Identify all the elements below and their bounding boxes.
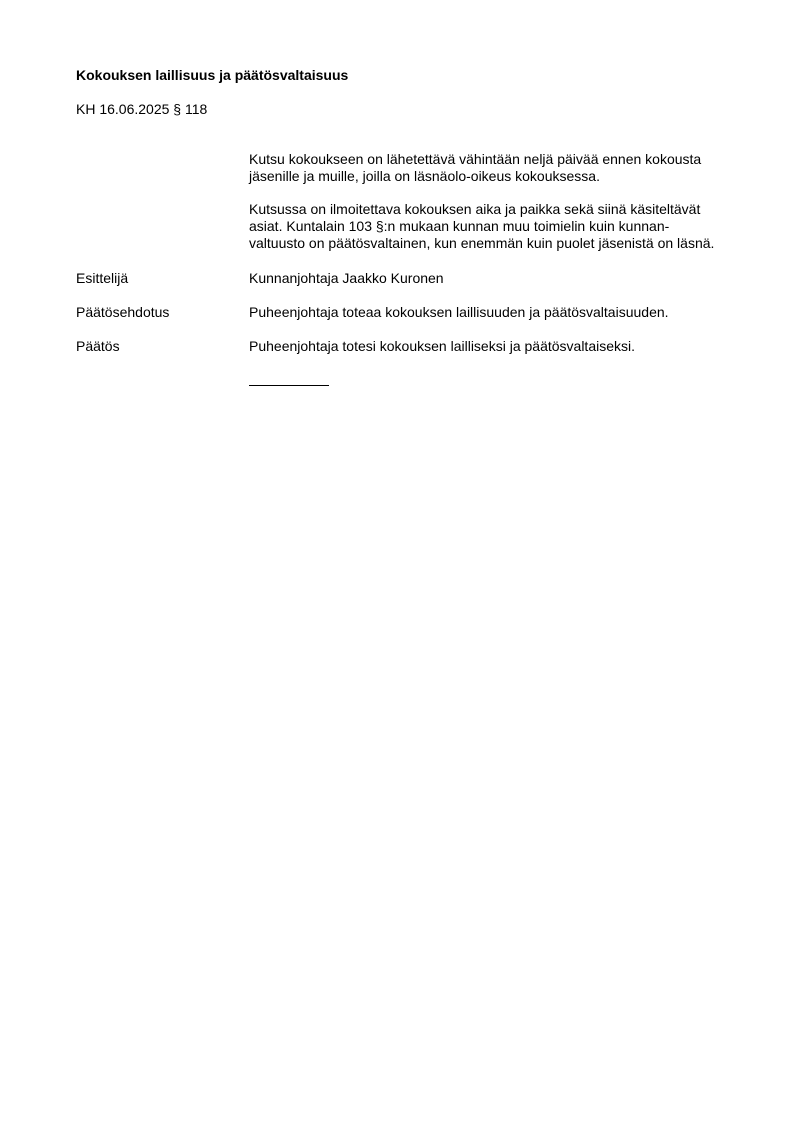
presenter-value: Kunnanjohtaja Jaakko Kuronen [249, 270, 444, 286]
proposal-value: Puheenjohtaja toteaa kokouksen laillisuuden ja päätösvaltaisuuden. [249, 304, 669, 320]
paragraph-invitation [249, 151, 749, 185]
paragraph-line: valtuusto on päätösvaltainen, kun enemmän kuin puolet jäsenistä on läsnä. [249, 235, 715, 251]
paragraph-line: asiat. Kuntalain 103 §:n mukaan kunnan muu toimielin kuin kunnan- [249, 218, 670, 234]
paragraph-quorum [249, 201, 749, 252]
meeting-reference: KH 16.06.2025 § 118 [76, 101, 208, 117]
end-divider [249, 385, 329, 386]
paragraph-line: Kutsu kokoukseen on lähetettävä vähintään neljä päivää ennen kokousta [249, 151, 702, 167]
proposal-label: Päätösehdotus [76, 304, 170, 320]
decision-value: Puheenjohtaja totesi kokouksen lailliseksi ja päätösvaltaiseksi. [249, 338, 635, 354]
document-title: Kokouksen laillisuus ja päätösvaltaisuus [76, 67, 349, 83]
paragraph-line: Kutsussa on ilmoitettava kokouksen aika ja paikka sekä siinä käsiteltävät [249, 201, 701, 217]
decision-label: Päätös [76, 338, 120, 354]
paragraph-line: jäsenille ja muille, joilla on läsnäolo-oikeus kokouksessa. [249, 168, 600, 184]
presenter-label: Esittelijä [76, 270, 129, 286]
